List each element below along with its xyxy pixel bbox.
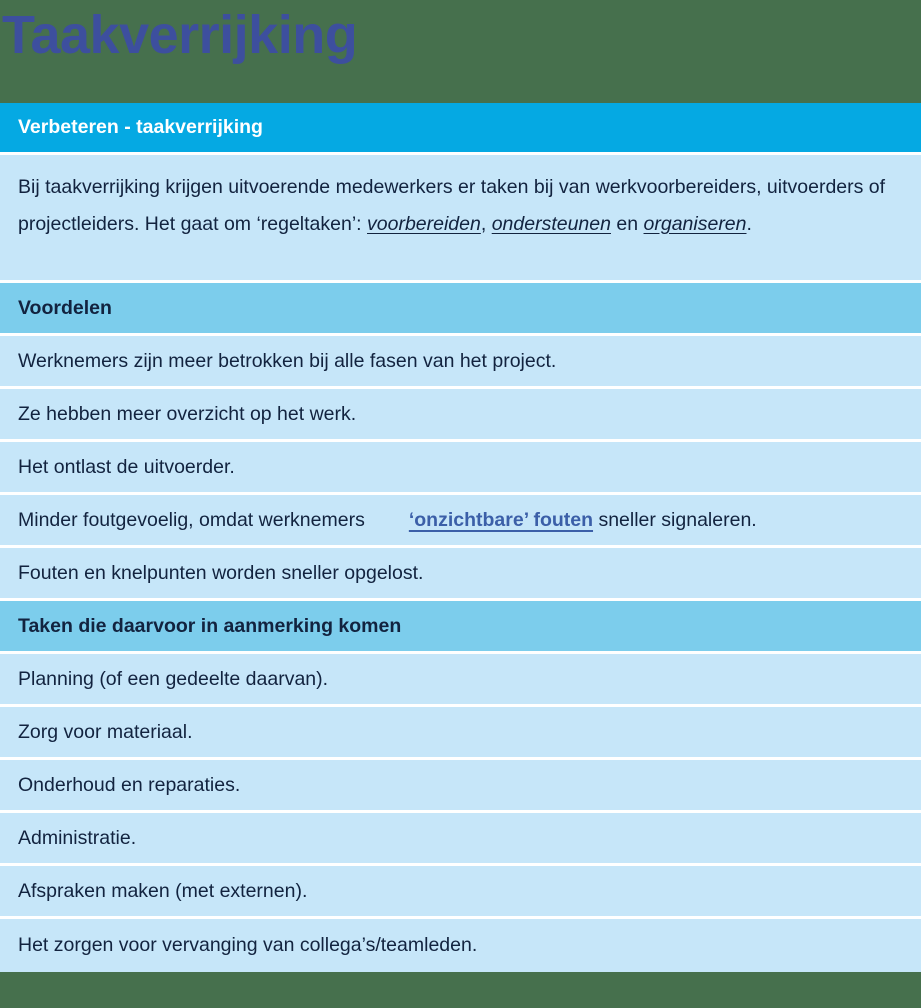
table-row — [0, 336, 921, 389]
list-item-label: Zorg voor materiaal. — [18, 720, 193, 743]
table-row-with-link — [0, 495, 921, 548]
list-item-label: Werknemers zijn meer betrokken bij alle fasen van het project. — [18, 349, 557, 372]
table-row — [0, 919, 921, 972]
table-row — [0, 654, 921, 707]
list-item-label — [18, 509, 757, 532]
list-item-label: Onderhoud en reparaties. — [18, 773, 241, 796]
table-row — [0, 548, 921, 601]
table-row — [0, 707, 921, 760]
title-banner — [0, 0, 921, 103]
intro-separator-1: , — [480, 213, 492, 235]
intro-text-end: . — [746, 213, 752, 235]
list-item-label: Ze hebben meer overzicht op het werk. — [18, 402, 357, 425]
intro-emphasis-organiseren: organiseren — [643, 213, 747, 235]
section-header-taken-label: Taken die daarvoor in aanmerking komen — [18, 614, 402, 637]
table-row-intro — [0, 155, 921, 283]
list-item-label: Planning (of een gedeelte daarvan). — [18, 667, 329, 690]
table-row — [0, 866, 921, 919]
intro-paragraph — [18, 169, 903, 243]
list-item-text-before: Minder foutgevoelig, omdat werknemers — [18, 508, 365, 531]
list-item-label: Het zorgen voor vervanging van collega’s/teamleden. — [18, 934, 478, 956]
table-primary-header-label: Verbeteren - taakverrijking — [18, 116, 263, 138]
section-header-taken — [0, 601, 921, 654]
intro-separator-2: en — [610, 213, 644, 235]
table-row — [0, 442, 921, 495]
content-table — [0, 103, 921, 972]
intro-text-part1: Bij taakverrijking krijgen uitvoerende medewerkers er taken bij van werkvoorbereiders, uitvoerders of projectleiders. Het gaat om ‘regeltaken’: — [18, 176, 886, 235]
section-header-voordelen — [0, 283, 921, 336]
section-header-voordelen-label: Voordelen — [18, 296, 112, 319]
list-item-label: Het ontlast de uitvoerder. — [18, 455, 235, 478]
intro-emphasis-ondersteunen: ondersteunen — [491, 213, 611, 235]
onzichtbare-fouten-link[interactable]: ‘onzichtbare’ fouten — [408, 508, 594, 531]
footer-strip — [0, 972, 921, 999]
intro-emphasis-voorbereiden: voorbereiden — [367, 213, 481, 235]
list-item-label: Afspraken maken (met externen). — [18, 879, 308, 902]
table-row — [0, 760, 921, 813]
list-item-label: Fouten en knelpunten worden sneller opgelost. — [18, 561, 424, 584]
page-title: Taakverrijking — [2, 5, 358, 65]
table-primary-header — [0, 103, 921, 155]
table-row — [0, 813, 921, 866]
list-item-text-after: sneller signaleren. — [593, 508, 757, 531]
list-item-label: Administratie. — [18, 826, 137, 849]
table-row — [0, 389, 921, 442]
